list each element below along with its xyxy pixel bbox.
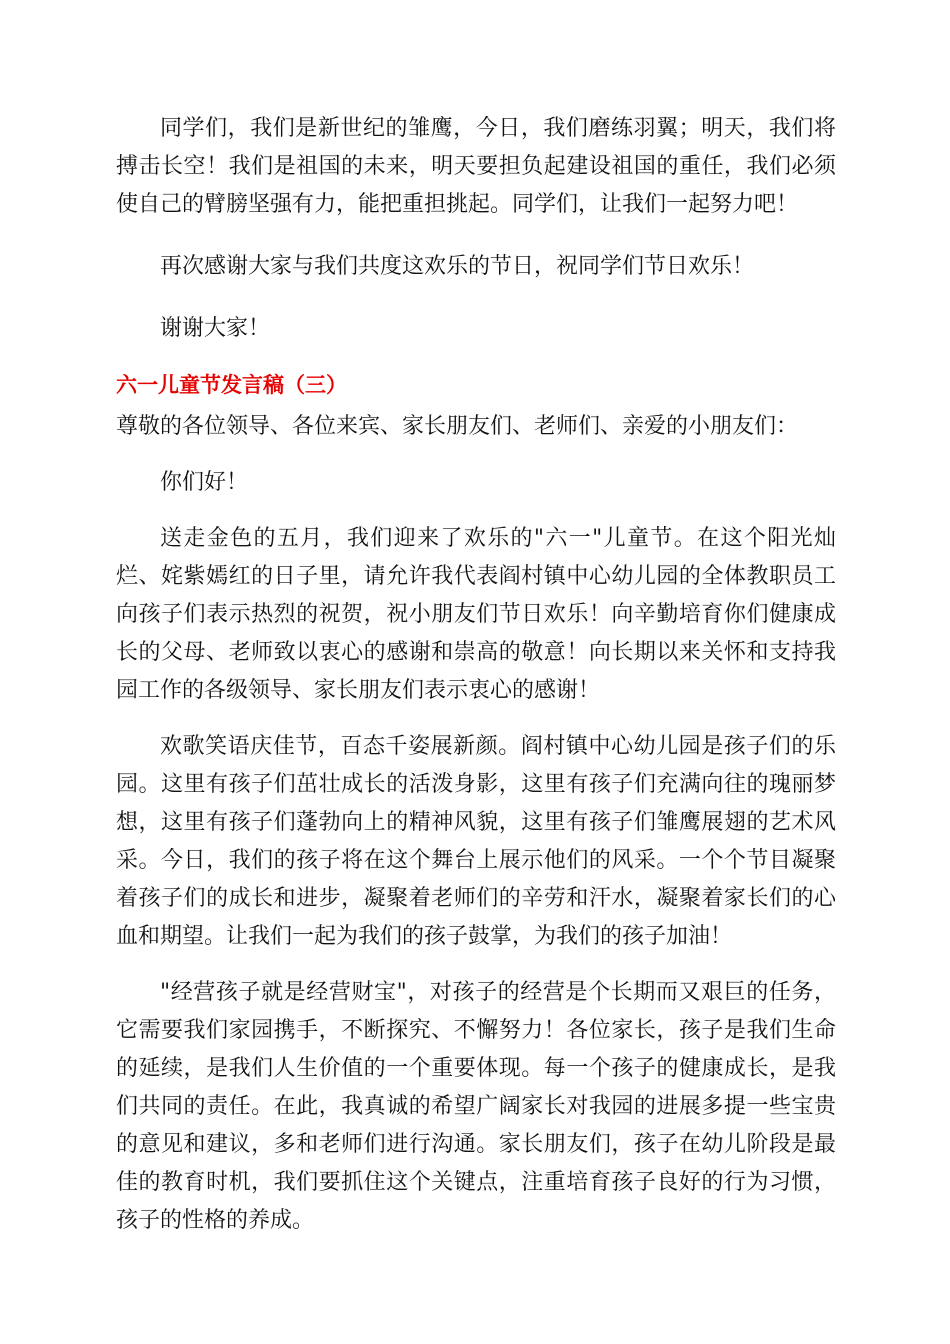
salutation: 尊敬的各位领导、各位来宾、家长朋友们、老师们、亲爱的小朋友们： <box>116 414 799 439</box>
paragraph: 再次感谢大家与我们共度这欢乐的节日，祝同学们节日欢乐！ <box>160 254 755 279</box>
paragraph: "经营孩子就是经营财宝"，对孩子的经营是个长期而又艰巨的任务，它需要我们家园携手，不断探究、不懈努力！各位家长，孩子是我们生命的延续，是我们人生价值的一个重要体现。每一个孩子的健康成长，是我们共同的责任。在此，我真诚的希望广阔家长对我园的进展多提一些宝贵的意见和建议，多和老师们进行沟通。家长朋友们，孩子在幼儿阶段是最佳的教育时机，我们要抓住这个关键点，注重培育孩子良好的行为习惯，孩子的性格的养成。 <box>116 980 836 1233</box>
paragraph: 你们好！ <box>160 470 249 495</box>
paragraph: 送走金色的五月，我们迎来了欢乐的"六一"儿童节。在这个阳光灿烂、姹紫嫣红的日子里，请允许我代表阎村镇中心幼儿园的全体教职员工向孩子们表示热烈的祝贺，祝小朋友们节日欢乐！向辛勤培育你们健康成长的父母、老师致以衷心的感谢和崇高的敬意！向长期以来关怀和支持我园工作的各级领导、家长朋友们表示衷心的感谢！ <box>116 526 836 703</box>
document-body <box>116 110 836 1240</box>
paragraph: 谢谢大家！ <box>160 316 271 341</box>
paragraph: 同学们，我们是新世纪的雏鹰，今日，我们磨练羽翼；明天，我们将搏击长空！我们是祖国的未来，明天要担负起建设祖国的重任，我们必须使自己的臂膀坚强有力，能把重担挑起。同学们，让我们一起努力吧！ <box>116 116 836 217</box>
section-heading: 六一儿童节发言稿（三） <box>116 373 347 397</box>
paragraph: 欢歌笑语庆佳节，百态千姿展新颜。阎村镇中心幼儿园是孩子们的乐园。这里有孩子们茁壮成长的活泼身影，这里有孩子们充满向往的瑰丽梦想，这里有孩子们蓬勃向上的精神风貌，这里有孩子们雏鹰展翅的艺术风采。今日，我们的孩子将在这个舞台上展示他们的风采。一个个节目凝聚着孩子们的成长和进步，凝聚着老师们的辛劳和汗水，凝聚着家长们的心血和期望。让我们一起为我们的孩子鼓掌，为我们的孩子加油！ <box>116 734 836 949</box>
